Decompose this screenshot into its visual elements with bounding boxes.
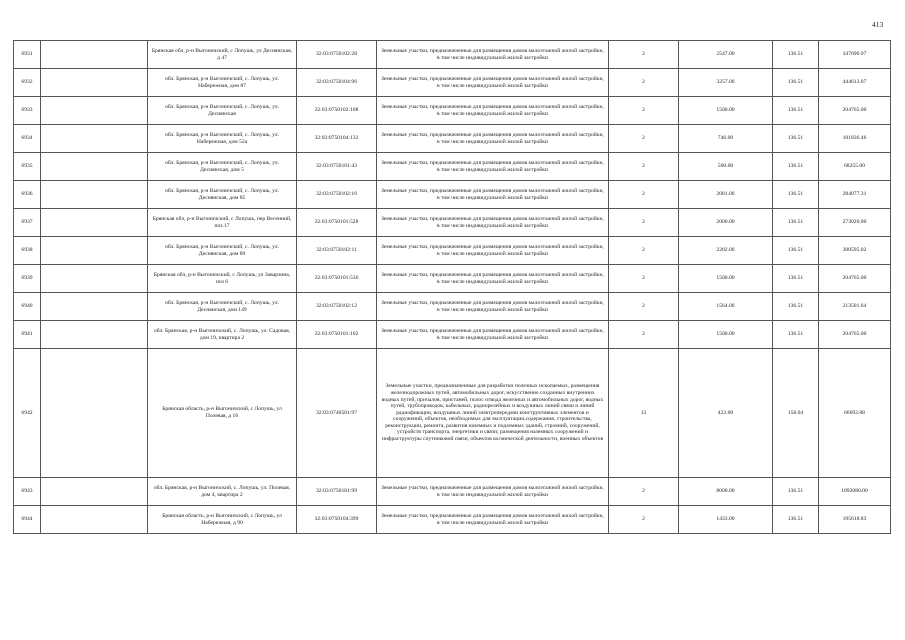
cadastral-value-cell: 195618.83 <box>819 506 891 534</box>
cadastral-number-cell: 32:03:0750101:536 <box>297 265 377 293</box>
cadastral-value-cell: 66692.88 <box>819 349 891 478</box>
row-number-cell: 6931 <box>14 41 41 69</box>
area-cell: 8000.00 <box>679 478 773 506</box>
cadastral-number-cell: 32:03:0750101:102 <box>297 321 377 349</box>
address-cell: обл. Брянская, р-н Выгоничский, с. Лопушь, ул. Деснянская, дом 85 <box>148 181 297 209</box>
area-cell: 1500.00 <box>679 321 773 349</box>
row-number-cell: 6940 <box>14 293 41 321</box>
cadastral-number-cell: 32:03:0750102:12 <box>297 293 377 321</box>
cadastral-value-cell: 204765.00 <box>819 321 891 349</box>
cadastral-number-cell: 32:03:0750104:399 <box>297 506 377 534</box>
area-cell: 2547.00 <box>679 41 773 69</box>
cadastral-value-cell: 204765.00 <box>819 97 891 125</box>
blank-cell <box>41 237 148 265</box>
cadastral-number-cell: 32:03:0750102:108 <box>297 97 377 125</box>
cadastral-number-cell: 32:03:0750104:96 <box>297 69 377 97</box>
area-cell: 2202.00 <box>679 237 773 265</box>
cadastral-value-cell: 284077.31 <box>819 181 891 209</box>
specific-value-cell: 136.51 <box>773 125 819 153</box>
specific-value-cell: 136.51 <box>773 69 819 97</box>
cadastral-number-cell: 32:03:0750102:16 <box>297 181 377 209</box>
row-number-cell: 6942 <box>14 349 41 478</box>
address-cell: обл. Брянская, р-н Выгоничский, с. Лопушь, ул. Набережная, дом 87 <box>148 69 297 97</box>
table-row <box>14 153 891 181</box>
blank-cell <box>41 97 148 125</box>
area-cell: 500.00 <box>679 153 773 181</box>
table-row <box>14 506 891 534</box>
address-cell: Брянская обл, р-н Выгоничский, с Лопушь, ул Деснянская, д 47 <box>148 41 297 69</box>
row-number-cell: 6943 <box>14 478 41 506</box>
use-group-cell: 2 <box>609 41 679 69</box>
specific-value-cell: 136.51 <box>773 478 819 506</box>
cadastral-number-cell: 32:03:0750102:11 <box>297 237 377 265</box>
specific-value-cell: 136.51 <box>773 181 819 209</box>
address-cell: обл. Брянская, р-н Выгоничский, с. Лопушь, ул. Деснянская <box>148 97 297 125</box>
table-row <box>14 181 891 209</box>
use-group-cell: 2 <box>609 153 679 181</box>
row-number-cell: 6934 <box>14 125 41 153</box>
use-group-cell: 2 <box>609 321 679 349</box>
cadastral-value-cell: 1092080.00 <box>819 478 891 506</box>
land-use-cell: Земельные участки, предназначенные для размещения домов малоэтажной жилой застройки, в том числе индивидуальной жилой застройки <box>377 181 609 209</box>
use-group-cell: 2 <box>609 265 679 293</box>
row-number-cell: 6935 <box>14 153 41 181</box>
table-row <box>14 237 891 265</box>
blank-cell <box>41 153 148 181</box>
cadastral-value-cell: 213501.64 <box>819 293 891 321</box>
row-number-cell: 6932 <box>14 69 41 97</box>
table-row <box>14 97 891 125</box>
address-cell: Брянская область, р-н Выгоничский, с Лопушь, ул Набережная, д 90 <box>148 506 297 534</box>
cadastral-number-cell: 32:03:0750101:99 <box>297 478 377 506</box>
cadastral-value-cell: 273020.00 <box>819 209 891 237</box>
blank-cell <box>41 265 148 293</box>
blank-cell <box>41 209 148 237</box>
cadastral-value-cell: 300595.02 <box>819 237 891 265</box>
area-cell: 1500.00 <box>679 265 773 293</box>
use-group-cell: 2 <box>609 125 679 153</box>
specific-value-cell: 136.51 <box>773 41 819 69</box>
table-row <box>14 478 891 506</box>
address-cell: Брянская обл, р-н Выгоничский, с Лопушь, ул Заварзина, поз 6 <box>148 265 297 293</box>
row-number-cell: 6933 <box>14 97 41 125</box>
address-cell: обл. Брянская, р-н Выгоничский, с. Лопушь, ул. Деснянская, дом 149 <box>148 293 297 321</box>
cadastral-number-cell: 32:03:0750101:43 <box>297 153 377 181</box>
area-cell: 1433.00 <box>679 506 773 534</box>
address-cell: обл. Брянская, р-н Выгоничский, с. Лопушь, ул. Набережная, дом 52а <box>148 125 297 153</box>
table-body <box>14 41 891 534</box>
use-group-cell: 2 <box>609 69 679 97</box>
cadastral-number-cell: 32:03:0750101:528 <box>297 209 377 237</box>
cadastral-number-cell: 32:03:0750102:28 <box>297 41 377 69</box>
use-group-cell: 2 <box>609 181 679 209</box>
blank-cell <box>41 478 148 506</box>
land-use-cell: Земельные участки, предназначенные для размещения домов малоэтажной жилой застройки, в том числе индивидуальной жилой застройки <box>377 265 609 293</box>
area-cell: 1564.00 <box>679 293 773 321</box>
row-number-cell: 6941 <box>14 321 41 349</box>
specific-value-cell: 136.51 <box>773 237 819 265</box>
specific-value-cell: 136.51 <box>773 293 819 321</box>
cadastral-value-cell: 347690.97 <box>819 41 891 69</box>
table-row <box>14 125 891 153</box>
blank-cell <box>41 506 148 534</box>
cadastral-value-cell: 204765.00 <box>819 265 891 293</box>
land-use-cell: Земельные участки, предназначенные для разработки полезных ископаемых, размещения железнодорожных путей, автомобильных дорог, искусственно созданных внутренних водных путей, причалов, пристаней, полос отвода железных и автомобильных дорог, водных путей, трубопроводов, кабельных, радиорелейных и воздушных линий связи и линий радиофикации, воздушных линий электропередачи конструктивных элементов и сооружений, объектов, необходимых для эксплуатации,содержания, строительства, реконструкции, ремонта, развития наземных и подземных зданий, строений, сооружений, устройств транспорта, энергетики и связи; размещения наземных сооружений и инфраструктуры спутниковой связи, объектов космической деятельности, военных объектов <box>377 349 609 478</box>
address-cell: Брянская обл, р-н Выгоничский, с Лопушь, пер Весенний, поз.17 <box>148 209 297 237</box>
specific-value-cell: 136.51 <box>773 265 819 293</box>
table-row <box>14 293 891 321</box>
land-use-cell: Земельные участки, предназначенные для размещения домов малоэтажной жилой застройки, в том числе индивидуальной жилой застройки <box>377 153 609 181</box>
row-number-cell: 6936 <box>14 181 41 209</box>
cadastral-number-cell: 32:03:0750104:132 <box>297 125 377 153</box>
blank-cell <box>41 349 148 478</box>
area-cell: 746.00 <box>679 125 773 153</box>
land-use-cell: Земельные участки, предназначенные для размещения домов малоэтажной жилой застройки, в том числе индивидуальной жилой застройки <box>377 237 609 265</box>
cadastral-number-cell: 32:03:0740501:97 <box>297 349 377 478</box>
table-row <box>14 349 891 478</box>
cadastral-value-cell: 101836.46 <box>819 125 891 153</box>
specific-value-cell: 136.51 <box>773 153 819 181</box>
blank-cell <box>41 321 148 349</box>
table-row <box>14 209 891 237</box>
address-cell: обл. Брянская, р-н Выгоничский, с. Лопушь, ул. Садовая, дом 19, квартира 2 <box>148 321 297 349</box>
page-number: 413 <box>872 20 884 29</box>
specific-value-cell: 136.51 <box>773 321 819 349</box>
blank-cell <box>41 293 148 321</box>
use-group-cell: 2 <box>609 506 679 534</box>
row-number-cell: 6938 <box>14 237 41 265</box>
area-cell: 2000.00 <box>679 209 773 237</box>
specific-value-cell: 136.51 <box>773 506 819 534</box>
land-use-cell: Земельные участки, предназначенные для размещения домов малоэтажной жилой застройки, в том числе индивидуальной жилой застройки <box>377 209 609 237</box>
use-group-cell: 2 <box>609 237 679 265</box>
use-group-cell: 2 <box>609 209 679 237</box>
row-number-cell: 6937 <box>14 209 41 237</box>
address-cell: обл. Брянская, р-н Выгоничский, с. Лопушь, ул. Полевая, дом 4, квартира 2 <box>148 478 297 506</box>
address-cell: обл. Брянская, р-н Выгоничский, с. Лопушь, ул. Деснянская, дом 5 <box>148 153 297 181</box>
table-row <box>14 265 891 293</box>
cadastral-value-table <box>13 40 891 534</box>
cadastral-value-cell: 444613.07 <box>819 69 891 97</box>
use-group-cell: 2 <box>609 97 679 125</box>
address-cell: обл. Брянская, р-н Выгоничский, с. Лопушь, ул. Деснянская, дом 89 <box>148 237 297 265</box>
table-row <box>14 41 891 69</box>
row-number-cell: 6944 <box>14 506 41 534</box>
table-row <box>14 69 891 97</box>
land-use-cell: Земельные участки, предназначенные для размещения домов малоэтажной жилой застройки, в том числе индивидуальной жилой застройки <box>377 478 609 506</box>
blank-cell <box>41 181 148 209</box>
specific-value-cell: 136.51 <box>773 97 819 125</box>
address-cell: Брянская область, р-н Выгоничский, с Лопушь, ул Полевая, д 16 <box>148 349 297 478</box>
area-cell: 422.00 <box>679 349 773 478</box>
land-use-cell: Земельные участки, предназначенные для размещения домов малоэтажной жилой застройки, в том числе индивидуальной жилой застройки <box>377 321 609 349</box>
use-group-cell: 2 <box>609 293 679 321</box>
area-cell: 1500.00 <box>679 97 773 125</box>
land-use-cell: Земельные участки, предназначенные для размещения домов малоэтажной жилой застройки, в том числе индивидуальной жилой застройки <box>377 506 609 534</box>
use-group-cell: 2 <box>609 478 679 506</box>
specific-value-cell: 136.51 <box>773 209 819 237</box>
table-row <box>14 321 891 349</box>
land-use-cell: Земельные участки, предназначенные для размещения домов малоэтажной жилой застройки, в том числе индивидуальной жилой застройки <box>377 97 609 125</box>
cadastral-value-cell: 68255.00 <box>819 153 891 181</box>
area-cell: 2081.00 <box>679 181 773 209</box>
land-use-cell: Земельные участки, предназначенные для размещения домов малоэтажной жилой застройки, в том числе индивидуальной жилой застройки <box>377 41 609 69</box>
blank-cell <box>41 125 148 153</box>
blank-cell <box>41 69 148 97</box>
row-number-cell: 6939 <box>14 265 41 293</box>
land-use-cell: Земельные участки, предназначенные для размещения домов малоэтажной жилой застройки, в том числе индивидуальной жилой застройки <box>377 69 609 97</box>
land-use-cell: Земельные участки, предназначенные для размещения домов малоэтажной жилой застройки, в том числе индивидуальной жилой застройки <box>377 293 609 321</box>
land-use-cell: Земельные участки, предназначенные для размещения домов малоэтажной жилой застройки, в том числе индивидуальной жилой застройки <box>377 125 609 153</box>
specific-value-cell: 158.04 <box>773 349 819 478</box>
blank-cell <box>41 41 148 69</box>
use-group-cell: 13 <box>609 349 679 478</box>
area-cell: 3257.00 <box>679 69 773 97</box>
